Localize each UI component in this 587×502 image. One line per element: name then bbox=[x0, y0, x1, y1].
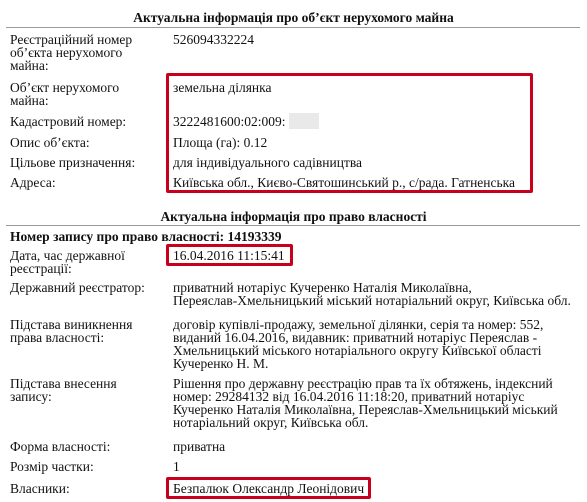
value-line: Хмельницький міського нотаріального округу Київської області bbox=[173, 343, 542, 358]
value-object-type: земельна ділянка bbox=[173, 80, 272, 95]
label-line: Дата, час державної bbox=[10, 248, 125, 263]
label-address: Адреса: bbox=[10, 175, 56, 190]
record-number: Номер запису про право власності: 14193339 bbox=[10, 229, 282, 244]
value-line: Переяслав-Хмельницький міський нотаріальний округ, Київська обл. bbox=[173, 293, 571, 308]
label-line: майна: bbox=[10, 58, 49, 73]
value-line: Кучеренко Наталія Миколаївна, Переяслав-Хмельницький міський bbox=[173, 402, 558, 417]
highlight-object-box bbox=[166, 73, 533, 193]
label-share-size: Розмір частки: bbox=[10, 459, 94, 474]
highlight-date-box bbox=[166, 244, 293, 266]
label-line: майна: bbox=[10, 93, 49, 108]
value-line: виданий 16.04.2016, видавник: приватний нотаріус Переяслав - bbox=[173, 330, 538, 345]
label-line: запису: bbox=[10, 389, 52, 404]
label-line: Підстава внесення bbox=[10, 376, 117, 391]
value-object-description: Площа (га): 0.12 bbox=[173, 135, 268, 150]
label-line: права власності: bbox=[10, 330, 105, 345]
value-registration-number: 526094332224 bbox=[173, 32, 254, 47]
value-line: договір купівлі-продажу, земельної ділянки, серія та номер: 552, bbox=[173, 317, 544, 332]
value-line: Рішення про державну реєстрацію прав та їх обтяжень, індексний bbox=[173, 376, 553, 391]
value-line: нотаріальний округ, Київська обл. bbox=[173, 415, 369, 430]
value-line: номер: 29284132 від 16.04.2016 11:18:20, приватний нотаріус bbox=[173, 389, 525, 404]
label-line: Підстава виникнення bbox=[10, 317, 133, 332]
value-ownership-form: приватна bbox=[173, 439, 226, 454]
divider bbox=[6, 225, 580, 226]
value-registration-date: 16.04.2016 11:15:41 bbox=[173, 248, 285, 263]
label-line: об’єкта нерухомого bbox=[10, 45, 123, 60]
label-purpose: Цільове призначення: bbox=[10, 155, 136, 170]
value-share-size: 1 bbox=[173, 459, 180, 474]
value-purpose: для індивідуального садівництва bbox=[173, 155, 363, 170]
ownership-section-title: Актуальна інформація про право власності bbox=[160, 209, 427, 224]
label-line: Реєстраційний номер bbox=[10, 32, 133, 47]
value-line: приватний нотаріус Кучеренко Наталія Миколаївна, bbox=[173, 280, 472, 295]
value-ownership-basis bbox=[173, 318, 543, 370]
divider bbox=[6, 27, 580, 28]
label-registration-number bbox=[10, 33, 132, 72]
value-record-basis bbox=[173, 377, 558, 429]
label-ownership-basis bbox=[10, 318, 132, 344]
value-owners: Безпалюк Олександр Леонідович bbox=[173, 481, 365, 496]
value-address: Київська обл., Києво-Святошинський р., с/рада. Гатненська bbox=[173, 175, 516, 190]
label-object-description: Опис об’єкта: bbox=[10, 135, 90, 150]
label-registration-date bbox=[10, 249, 125, 275]
value-cadastral-number: 3222481600:02:009: bbox=[173, 114, 286, 129]
label-line: реєстрації: bbox=[10, 261, 72, 276]
label-object-type bbox=[10, 81, 119, 107]
object-section-title: Актуальна інформація про об’єкт нерухомого майна bbox=[133, 10, 454, 25]
label-line: Об’єкт нерухомого bbox=[10, 80, 120, 95]
label-cadastral-number: Кадастровий номер: bbox=[10, 114, 127, 129]
highlight-owner-box bbox=[166, 477, 371, 499]
value-line: Кучеренко Н. М. bbox=[173, 356, 269, 371]
label-ownership-form: Форма власності: bbox=[10, 439, 111, 454]
label-record-basis bbox=[10, 377, 117, 403]
value-registrar bbox=[173, 281, 571, 307]
label-owners: Власники: bbox=[10, 481, 70, 496]
label-registrar: Державний реєстратор: bbox=[10, 280, 145, 295]
